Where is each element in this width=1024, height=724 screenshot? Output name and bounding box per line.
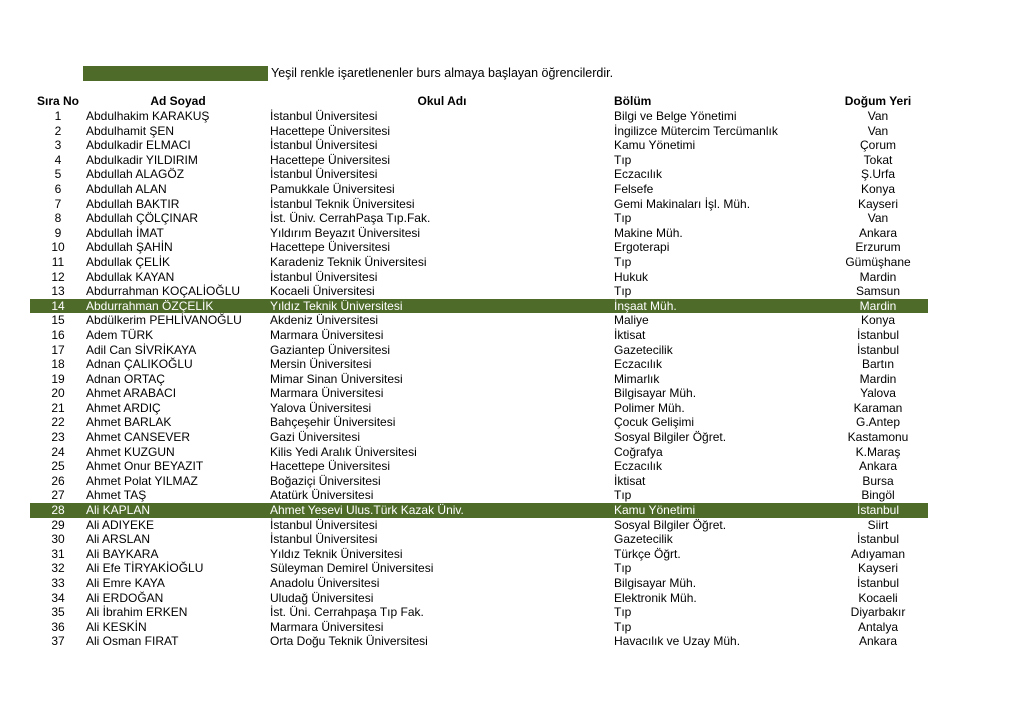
- cell-school: Hacettepe Üniversitesi: [270, 152, 391, 167]
- cell-school: Karadeniz Teknik Üniversitesi: [270, 254, 427, 269]
- cell-name: Abdurrahman ÖZÇELİK: [86, 299, 270, 314]
- cell-school: Marmara Üniversitesi: [270, 619, 384, 634]
- cell-no: 14: [30, 299, 86, 314]
- cell-department: Eczacılık: [614, 459, 663, 474]
- cell-department: İnşaat Müh.: [614, 299, 828, 314]
- cell-birthplace: Bartın: [861, 357, 894, 372]
- cell-no: 7: [54, 196, 62, 211]
- cell-no: 4: [54, 152, 62, 167]
- cell-birthplace: Van: [867, 109, 889, 123]
- cell-school: Kocaeli Üniversitesi: [270, 284, 375, 299]
- cell-no: 11: [51, 254, 65, 269]
- cell-school: Boğaziçi Üniversitesi: [270, 473, 381, 488]
- table-row: [30, 372, 928, 387]
- cell-department: Tıp: [614, 561, 632, 576]
- cell-school: Pamukkale Üniversitesi: [270, 181, 395, 196]
- cell-department: İktisat: [614, 327, 646, 342]
- cell-name: Abdullah ALAN: [86, 181, 167, 196]
- cell-birthplace: İstanbul: [856, 532, 900, 547]
- cell-birthplace: Konya: [860, 181, 896, 196]
- scholarship-student-table: [30, 94, 928, 649]
- cell-school: Marmara Üniversitesi: [270, 327, 384, 342]
- cell-no: 28: [30, 503, 86, 518]
- cell-department: Gazetecilik: [614, 342, 673, 357]
- cell-birthplace: Diyarbakır: [850, 605, 906, 620]
- cell-department: Tıp: [614, 605, 632, 620]
- cell-birthplace: Erzurum: [855, 240, 901, 255]
- cell-birthplace: Konya: [860, 313, 896, 328]
- cell-no: 8: [54, 211, 62, 226]
- cell-birthplace: G.Antep: [855, 415, 901, 430]
- cell-name: Ali Efe TİRYAKİOĞLU: [86, 561, 204, 576]
- cell-department: Coğrafya: [614, 444, 663, 459]
- cell-name: Ali Osman FIRAT: [86, 634, 179, 649]
- cell-no: 26: [51, 473, 65, 488]
- cell-department: Bilgisayar Müh.: [614, 386, 697, 401]
- table-row: [30, 415, 928, 430]
- cell-school: İstanbul Üniversitesi: [270, 269, 378, 284]
- cell-school: İst. Üniv. CerrahPaşa Tıp.Fak.: [270, 211, 431, 226]
- cell-birthplace: İstanbul: [828, 503, 928, 518]
- cell-birthplace: Van: [867, 211, 889, 226]
- cell-department: Maliye: [614, 313, 649, 328]
- table-row: [30, 576, 928, 591]
- cell-birthplace: Bingöl: [861, 488, 895, 503]
- cell-name: Ahmet ARABACI: [86, 386, 177, 401]
- cell-no: 6: [54, 181, 62, 196]
- cell-school: Yıldız Teknik Üniversitesi: [270, 546, 403, 561]
- cell-birthplace: Çorum: [859, 138, 896, 153]
- cell-department: Makine Müh.: [614, 225, 683, 240]
- table-row: [30, 299, 928, 314]
- cell-department: Eczacılık: [614, 167, 663, 182]
- cell-school: Marmara Üniversitesi: [270, 386, 384, 401]
- cell-department: Eczacılık: [614, 357, 663, 372]
- cell-school: Mimar Sinan Üniversitesi: [270, 371, 403, 386]
- cell-department: Havacılık ve Uzay Müh.: [614, 634, 741, 649]
- table-row: [30, 561, 928, 576]
- cell-birthplace: Ankara: [858, 459, 898, 474]
- table-row: [30, 634, 928, 649]
- cell-school: Süleyman Demirel Üniversitesi: [270, 561, 434, 576]
- cell-school: Gazi Üniversitesi: [270, 430, 361, 445]
- cell-birthplace: Kayseri: [857, 561, 898, 576]
- cell-birthplace: Karaman: [853, 400, 903, 415]
- cell-birthplace: Bursa: [862, 473, 894, 488]
- cell-school: Yalova Üniversitesi: [270, 400, 372, 415]
- cell-birthplace: Mardin: [828, 299, 928, 314]
- cell-name: Abdullak ÇELİK: [86, 254, 171, 269]
- highlight-legend-text: Yeşil renkle işaretlenenler burs almaya başlayan öğrencilerdir.: [271, 66, 614, 80]
- header-name: Ad Soyad: [150, 94, 206, 108]
- table-row: [30, 620, 928, 635]
- cell-department: Tıp: [614, 488, 632, 503]
- cell-department: Tıp: [614, 284, 632, 299]
- cell-no: 3: [54, 138, 62, 153]
- cell-no: 10: [51, 240, 65, 255]
- table-row: [30, 328, 928, 343]
- table-row: [30, 547, 928, 562]
- table-row: [30, 605, 928, 620]
- cell-name: Ali ERDOĞAN: [86, 590, 164, 605]
- table-row: [30, 226, 928, 241]
- cell-no: 33: [51, 576, 65, 590]
- highlight-legend-swatch: [83, 66, 268, 81]
- header-department: Bölüm: [614, 94, 652, 108]
- cell-school: İstanbul Teknik Üniversitesi: [270, 196, 415, 211]
- cell-department: Elektronik Müh.: [614, 590, 697, 605]
- table-row: [30, 518, 928, 533]
- cell-name: Ahmet TAŞ: [86, 488, 147, 503]
- cell-name: Ali İbrahim ERKEN: [86, 605, 188, 620]
- cell-name: Ali KESKİN: [86, 619, 147, 634]
- cell-name: Ahmet ARDIÇ: [86, 400, 161, 415]
- cell-department: Gemi Makinaları İşl. Müh.: [614, 196, 751, 211]
- cell-department: İngilizce Mütercim Tercümanlık: [614, 123, 778, 138]
- cell-no: 35: [51, 605, 65, 620]
- cell-birthplace: Samsun: [855, 284, 901, 299]
- cell-school: İstanbul Üniversitesi: [270, 517, 378, 532]
- cell-no: 37: [51, 634, 65, 649]
- cell-name: Ali ARSLAN: [86, 532, 151, 547]
- cell-name: Ali KAPLAN: [86, 503, 270, 518]
- cell-name: Abdulkadir ELMACI: [86, 138, 191, 153]
- table-row: [30, 503, 928, 518]
- cell-department: Hukuk: [614, 269, 649, 284]
- cell-birthplace: Mardin: [859, 371, 897, 386]
- table-row: [30, 270, 928, 285]
- cell-department: Tıp: [614, 152, 632, 167]
- cell-no: 16: [51, 327, 65, 342]
- cell-school: Hacettepe Üniversitesi: [270, 240, 391, 255]
- cell-name: Abdullah ŞAHİN: [86, 240, 173, 255]
- cell-no: 24: [51, 444, 65, 459]
- table-row: [30, 488, 928, 503]
- cell-name: Ali BAYKARA: [86, 546, 159, 561]
- cell-birthplace: İstanbul: [856, 327, 900, 342]
- cell-name: Ali Emre KAYA: [86, 576, 165, 590]
- cell-name: Abdulhamit ŞEN: [86, 123, 175, 138]
- header-birthplace: Doğum Yeri: [844, 94, 912, 108]
- table-row: [30, 474, 928, 489]
- cell-no: 18: [51, 357, 65, 372]
- cell-birthplace: Kocaeli: [858, 590, 898, 605]
- cell-name: Ali ADIYEKE: [86, 517, 155, 532]
- cell-school: Atatürk Üniversitesi: [270, 488, 374, 503]
- cell-school: Akdeniz Üniversitesi: [270, 313, 379, 328]
- cell-school: Uludağ Üniversitesi: [270, 590, 374, 605]
- cell-no: 27: [51, 488, 65, 503]
- cell-no: 36: [51, 619, 65, 634]
- table-row: [30, 211, 928, 226]
- cell-birthplace: Siirt: [867, 517, 889, 532]
- cell-no: 13: [51, 284, 65, 299]
- cell-school: Anadolu Üniversitesi: [270, 576, 380, 590]
- cell-no: 32: [51, 561, 65, 576]
- cell-name: Abdullah İMAT: [86, 225, 164, 240]
- cell-school: Orta Doğu Teknik Üniversitesi: [270, 634, 428, 649]
- cell-name: Ahmet CANSEVER: [86, 430, 191, 445]
- table-row: [30, 284, 928, 299]
- cell-no: 12: [51, 269, 65, 284]
- cell-no: 34: [51, 590, 65, 605]
- cell-birthplace: Ankara: [858, 225, 898, 240]
- cell-birthplace: İstanbul: [856, 576, 900, 590]
- table-row: [30, 343, 928, 358]
- table-row: [30, 197, 928, 212]
- cell-department: Bilgi ve Belge Yönetimi: [614, 109, 737, 123]
- cell-school: İstanbul Üniversitesi: [270, 109, 378, 123]
- table-row: [30, 138, 928, 153]
- cell-no: 15: [51, 313, 65, 328]
- table-row: [30, 445, 928, 460]
- cell-department: Bilgisayar Müh.: [614, 576, 697, 590]
- table-row: [30, 357, 928, 372]
- header-no: Sıra No: [36, 94, 79, 108]
- cell-birthplace: Tokat: [863, 152, 893, 167]
- cell-no: 20: [51, 386, 65, 401]
- cell-name: Abdullah ÇÖLÇINAR: [86, 211, 199, 226]
- cell-school: Kilis Yedi Aralık Üniversitesi: [270, 444, 417, 459]
- cell-birthplace: Van: [867, 123, 889, 138]
- cell-school: Mersin Üniversitesi: [270, 357, 372, 372]
- cell-no: 29: [51, 517, 65, 532]
- cell-school: Bahçeşehir Üniversitesi: [270, 415, 396, 430]
- cell-department: Mimarlık: [614, 371, 660, 386]
- cell-name: Adnan ÇALIKOĞLU: [86, 357, 193, 372]
- cell-department: Gazetecilik: [614, 532, 673, 547]
- cell-name: Adnan ORTAÇ: [86, 371, 165, 386]
- cell-department: Tıp: [614, 211, 632, 226]
- cell-birthplace: Antalya: [857, 619, 899, 634]
- cell-birthplace: Ş.Urfa: [860, 167, 895, 182]
- cell-department: Felsefe: [614, 181, 654, 196]
- cell-birthplace: İstanbul: [856, 342, 900, 357]
- cell-name: Abdullak KAYAN: [86, 269, 175, 284]
- cell-no: 1: [54, 109, 62, 123]
- cell-department: Tıp: [614, 254, 632, 269]
- cell-name: Ahmet Onur BEYAZIT: [86, 459, 204, 474]
- table-row: [30, 182, 928, 197]
- cell-school: Yıldırım Beyazıt Üniversitesi: [270, 225, 421, 240]
- cell-birthplace: Ankara: [858, 634, 898, 649]
- cell-school: Hacettepe Üniversitesi: [270, 123, 391, 138]
- cell-name: Adem TÜRK: [86, 327, 154, 342]
- cell-birthplace: K.Maraş: [855, 444, 901, 459]
- cell-department: Kamu Yönetimi: [614, 503, 828, 518]
- cell-name: Ahmet BARLAK: [86, 415, 172, 430]
- cell-birthplace: Gümüşhane: [845, 254, 911, 269]
- cell-name: Abdulhakim KARAKUŞ: [86, 109, 210, 123]
- cell-birthplace: Kayseri: [857, 196, 898, 211]
- cell-school: Hacettepe Üniversitesi: [270, 459, 391, 474]
- table-body: [30, 109, 928, 649]
- cell-no: 22: [51, 415, 65, 430]
- cell-school: İst. Üni. Cerrahpaşa Tıp Fak.: [270, 605, 424, 620]
- cell-birthplace: Yalova: [860, 386, 896, 401]
- cell-department: Kamu Yönetimi: [614, 138, 696, 153]
- cell-department: Türkçe Öğrt.: [614, 546, 681, 561]
- cell-no: 23: [51, 430, 65, 445]
- table-row: [30, 109, 928, 124]
- table-row: [30, 459, 928, 474]
- table-row: [30, 124, 928, 139]
- cell-name: Ahmet Polat YILMAZ: [86, 473, 198, 488]
- cell-no: 2: [54, 123, 62, 138]
- header-school: Okul Adı: [417, 94, 467, 108]
- table-row: [30, 167, 928, 182]
- table-row: [30, 153, 928, 168]
- cell-school: İstanbul Üniversitesi: [270, 167, 378, 182]
- cell-department: Sosyal Bilgiler Öğret.: [614, 430, 727, 445]
- cell-department: Sosyal Bilgiler Öğret.: [614, 517, 727, 532]
- cell-name: Adil Can SİVRİKAYA: [86, 342, 197, 357]
- cell-school: İstanbul Üniversitesi: [270, 138, 378, 153]
- cell-department: Ergoterapi: [614, 240, 670, 255]
- cell-no: 31: [51, 546, 65, 561]
- cell-name: Abdullah ALAGÖZ: [86, 167, 185, 182]
- table-row: [30, 401, 928, 416]
- cell-department: Çocuk Gelişimi: [614, 415, 695, 430]
- cell-department: Polimer Müh.: [614, 400, 685, 415]
- table-row: [30, 430, 928, 445]
- cell-school: İstanbul Üniversitesi: [270, 532, 378, 547]
- cell-department: Tıp: [614, 619, 632, 634]
- cell-department: İktisat: [614, 473, 646, 488]
- cell-birthplace: Kastamonu: [847, 430, 909, 445]
- table-row: [30, 240, 928, 255]
- cell-school: Gaziantep Üniversitesi: [270, 342, 391, 357]
- cell-no: 25: [51, 459, 65, 474]
- table-row: [30, 532, 928, 547]
- cell-name: Abdurrahman KOÇALİOĞLU: [86, 284, 241, 299]
- cell-name: Abdullah BAKTIR: [86, 196, 180, 211]
- cell-name: Ahmet KUZGUN: [86, 444, 175, 459]
- cell-no: 17: [51, 342, 65, 357]
- cell-name: Abdulkadir YILDIRIM: [86, 152, 198, 167]
- cell-birthplace: Adıyaman: [850, 546, 906, 561]
- cell-school: Ahmet Yesevi Ulus.Türk Kazak Üniv.: [270, 503, 614, 518]
- cell-birthplace: Mardin: [859, 269, 897, 284]
- table-row: [30, 255, 928, 270]
- cell-no: 9: [54, 225, 62, 240]
- cell-name: Abdülkerim PEHLİVANOĞLU: [86, 313, 242, 328]
- cell-no: 30: [51, 532, 65, 547]
- cell-no: 21: [51, 400, 65, 415]
- table-row: [30, 313, 928, 328]
- cell-school: Yıldız Teknik Üniversitesi: [270, 299, 614, 314]
- cell-no: 19: [51, 371, 65, 386]
- cell-no: 5: [54, 167, 62, 182]
- table-row: [30, 591, 928, 606]
- table-row: [30, 386, 928, 401]
- table-header-row: [30, 94, 928, 109]
